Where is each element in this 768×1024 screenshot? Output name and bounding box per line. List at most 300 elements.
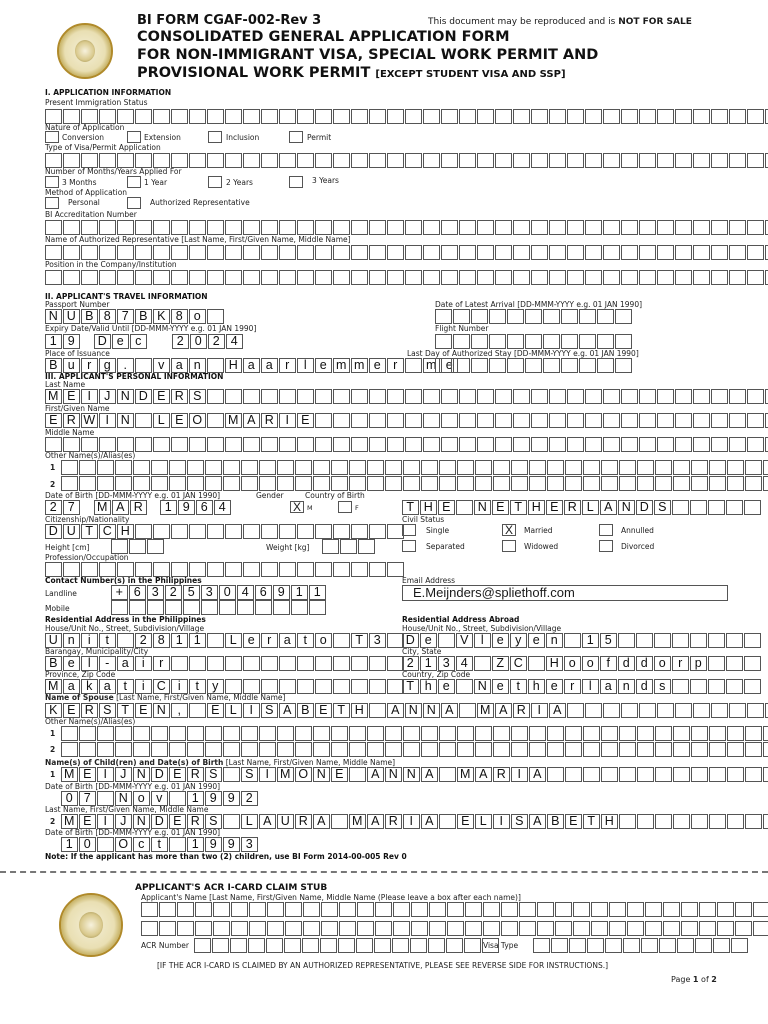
expiry-year-field[interactable] xyxy=(172,334,244,348)
char-box[interactable] xyxy=(583,742,600,757)
char-box[interactable]: v xyxy=(153,358,170,373)
char-box[interactable]: N xyxy=(403,767,420,782)
char-box[interactable] xyxy=(387,437,404,452)
char-box[interactable] xyxy=(573,921,590,936)
char-box[interactable] xyxy=(165,600,182,615)
char-box[interactable] xyxy=(243,562,260,577)
char-box[interactable] xyxy=(369,524,386,539)
char-box[interactable] xyxy=(243,524,260,539)
char-box[interactable] xyxy=(583,460,600,475)
char-box[interactable] xyxy=(387,389,404,404)
char-box[interactable] xyxy=(351,245,368,260)
char-box[interactable] xyxy=(726,679,743,694)
char-box[interactable] xyxy=(169,726,186,741)
char-box[interactable] xyxy=(621,413,638,428)
char-box[interactable]: N xyxy=(385,767,402,782)
char-box[interactable] xyxy=(333,153,350,168)
char-box[interactable]: T xyxy=(402,679,419,694)
char-box[interactable] xyxy=(475,460,492,475)
char-box[interactable] xyxy=(639,220,656,235)
char-box[interactable] xyxy=(567,245,584,260)
char-box[interactable]: I xyxy=(97,814,114,829)
char-box[interactable]: r xyxy=(279,358,296,373)
char-box[interactable] xyxy=(385,476,402,491)
char-box[interactable] xyxy=(641,938,658,953)
char-box[interactable] xyxy=(753,902,768,917)
char-box[interactable]: 1 xyxy=(45,334,62,349)
char-box[interactable] xyxy=(657,153,674,168)
char-box[interactable] xyxy=(375,902,392,917)
char-box[interactable] xyxy=(615,358,632,373)
char-box[interactable] xyxy=(529,742,546,757)
char-box[interactable] xyxy=(711,270,728,285)
char-box[interactable] xyxy=(691,767,708,782)
char-box[interactable] xyxy=(421,476,438,491)
char-box[interactable]: R xyxy=(171,389,188,404)
weight-field[interactable] xyxy=(322,539,376,553)
char-box[interactable] xyxy=(567,437,584,452)
char-box[interactable] xyxy=(225,437,242,452)
char-box[interactable]: B xyxy=(297,703,314,718)
char-box[interactable]: 9 xyxy=(178,500,195,515)
char-box[interactable] xyxy=(513,437,530,452)
char-box[interactable] xyxy=(475,476,492,491)
char-box[interactable] xyxy=(81,153,98,168)
char-box[interactable]: N xyxy=(423,703,440,718)
char-box[interactable] xyxy=(225,524,242,539)
personal-checkbox[interactable] xyxy=(45,197,59,209)
char-box[interactable] xyxy=(169,791,186,806)
char-box[interactable] xyxy=(585,270,602,285)
char-box[interactable] xyxy=(549,109,566,124)
char-box[interactable] xyxy=(393,921,410,936)
female-checkbox[interactable] xyxy=(338,501,352,513)
char-box[interactable] xyxy=(141,921,158,936)
char-box[interactable] xyxy=(249,921,266,936)
char-box[interactable]: E xyxy=(135,703,152,718)
char-box[interactable] xyxy=(525,358,542,373)
char-box[interactable] xyxy=(189,524,206,539)
char-box[interactable] xyxy=(727,460,744,475)
char-box[interactable]: A xyxy=(259,814,276,829)
char-box[interactable] xyxy=(223,476,240,491)
char-box[interactable]: o xyxy=(564,656,581,671)
char-box[interactable] xyxy=(99,245,116,260)
char-box[interactable]: g xyxy=(99,358,116,373)
char-box[interactable] xyxy=(513,153,530,168)
char-box[interactable]: t xyxy=(297,633,314,648)
char-box[interactable] xyxy=(673,814,690,829)
char-box[interactable] xyxy=(369,437,386,452)
char-box[interactable]: f xyxy=(600,656,617,671)
char-box[interactable]: a xyxy=(99,679,116,694)
char-box[interactable]: O xyxy=(295,767,312,782)
char-box[interactable]: E xyxy=(565,814,582,829)
char-box[interactable]: B xyxy=(45,656,62,671)
char-box[interactable] xyxy=(601,460,618,475)
char-box[interactable] xyxy=(693,220,710,235)
dob-month-field[interactable] xyxy=(94,500,148,514)
char-box[interactable]: e xyxy=(369,358,386,373)
char-box[interactable] xyxy=(117,245,134,260)
char-box[interactable]: S xyxy=(205,767,222,782)
char-box[interactable]: E xyxy=(457,814,474,829)
char-box[interactable] xyxy=(183,600,200,615)
char-box[interactable] xyxy=(79,726,96,741)
char-box[interactable] xyxy=(315,679,332,694)
char-box[interactable] xyxy=(115,476,132,491)
char-box[interactable] xyxy=(459,153,476,168)
char-box[interactable] xyxy=(464,938,481,953)
char-box[interactable] xyxy=(169,476,186,491)
char-box[interactable] xyxy=(459,220,476,235)
char-box[interactable] xyxy=(709,460,726,475)
char-box[interactable] xyxy=(639,437,656,452)
char-box[interactable] xyxy=(45,109,62,124)
landline-field[interactable] xyxy=(111,585,327,599)
char-box[interactable] xyxy=(358,539,375,554)
char-box[interactable] xyxy=(459,413,476,428)
char-box[interactable] xyxy=(657,413,674,428)
char-box[interactable] xyxy=(457,742,474,757)
char-box[interactable]: a xyxy=(261,358,278,373)
char-box[interactable]: p xyxy=(690,656,707,671)
char-box[interactable] xyxy=(387,109,404,124)
last-name-field[interactable] xyxy=(45,389,768,403)
char-box[interactable] xyxy=(673,476,690,491)
char-box[interactable] xyxy=(331,476,348,491)
char-box[interactable] xyxy=(115,726,132,741)
char-box[interactable]: A xyxy=(529,814,546,829)
char-box[interactable] xyxy=(657,270,674,285)
char-box[interactable] xyxy=(177,902,194,917)
char-box[interactable] xyxy=(763,814,768,829)
char-box[interactable] xyxy=(213,921,230,936)
char-box[interactable] xyxy=(691,476,708,491)
char-box[interactable] xyxy=(423,109,440,124)
char-box[interactable] xyxy=(387,413,404,428)
char-box[interactable] xyxy=(315,270,332,285)
char-box[interactable]: o xyxy=(654,656,671,671)
char-box[interactable] xyxy=(549,437,566,452)
char-box[interactable] xyxy=(225,220,242,235)
char-box[interactable] xyxy=(601,767,618,782)
char-box[interactable] xyxy=(45,562,62,577)
char-box[interactable] xyxy=(189,270,206,285)
char-box[interactable] xyxy=(579,358,596,373)
char-box[interactable] xyxy=(429,902,446,917)
char-box[interactable] xyxy=(677,938,694,953)
char-box[interactable] xyxy=(441,245,458,260)
char-box[interactable] xyxy=(153,270,170,285)
char-box[interactable]: E xyxy=(207,703,224,718)
char-box[interactable] xyxy=(322,539,339,554)
char-box[interactable] xyxy=(645,921,662,936)
char-box[interactable]: A xyxy=(112,500,129,515)
char-box[interactable] xyxy=(169,460,186,475)
char-box[interactable] xyxy=(405,245,422,260)
conversion-checkbox[interactable] xyxy=(45,131,59,143)
char-box[interactable] xyxy=(369,270,386,285)
char-box[interactable] xyxy=(267,921,284,936)
char-box[interactable] xyxy=(111,600,128,615)
char-box[interactable] xyxy=(189,153,206,168)
char-box[interactable]: 5 xyxy=(600,633,617,648)
char-box[interactable] xyxy=(385,726,402,741)
char-box[interactable]: D xyxy=(636,500,653,515)
char-box[interactable] xyxy=(693,245,710,260)
char-box[interactable] xyxy=(618,633,635,648)
char-box[interactable] xyxy=(135,245,152,260)
permit-checkbox[interactable] xyxy=(289,131,303,143)
char-box[interactable]: N xyxy=(474,500,491,515)
char-box[interactable]: M xyxy=(225,413,242,428)
char-box[interactable] xyxy=(477,389,494,404)
char-box[interactable] xyxy=(285,902,302,917)
char-box[interactable] xyxy=(699,902,716,917)
char-box[interactable]: E xyxy=(331,767,348,782)
char-box[interactable] xyxy=(333,220,350,235)
char-box[interactable] xyxy=(351,220,368,235)
char-box[interactable] xyxy=(729,413,746,428)
char-box[interactable]: a xyxy=(279,633,296,648)
char-box[interactable] xyxy=(135,220,152,235)
char-box[interactable]: 1 xyxy=(187,837,204,852)
char-box[interactable] xyxy=(61,476,78,491)
char-box[interactable] xyxy=(99,109,116,124)
char-box[interactable] xyxy=(717,902,734,917)
char-box[interactable] xyxy=(207,220,224,235)
char-box[interactable]: e xyxy=(315,358,332,373)
char-box[interactable] xyxy=(637,742,654,757)
char-box[interactable]: T xyxy=(402,500,419,515)
char-box[interactable] xyxy=(672,679,689,694)
char-box[interactable] xyxy=(279,656,296,671)
char-box[interactable] xyxy=(81,245,98,260)
single-checkbox[interactable] xyxy=(402,524,416,536)
char-box[interactable] xyxy=(135,358,152,373)
char-box[interactable] xyxy=(81,562,98,577)
char-box[interactable] xyxy=(477,109,494,124)
char-box[interactable]: B xyxy=(81,309,98,324)
char-box[interactable]: 1 xyxy=(160,500,177,515)
char-box[interactable]: e xyxy=(63,656,80,671)
char-box[interactable] xyxy=(117,270,134,285)
char-box[interactable]: r xyxy=(672,656,689,671)
char-box[interactable] xyxy=(369,389,386,404)
char-box[interactable] xyxy=(495,153,512,168)
char-box[interactable] xyxy=(225,109,242,124)
char-box[interactable] xyxy=(367,742,384,757)
char-box[interactable]: m xyxy=(423,358,440,373)
char-box[interactable] xyxy=(745,460,762,475)
char-box[interactable]: a xyxy=(243,358,260,373)
char-box[interactable] xyxy=(141,902,158,917)
char-box[interactable] xyxy=(601,726,618,741)
char-box[interactable] xyxy=(189,656,206,671)
char-box[interactable] xyxy=(171,656,188,671)
char-box[interactable] xyxy=(393,902,410,917)
char-box[interactable] xyxy=(531,245,548,260)
char-box[interactable] xyxy=(351,270,368,285)
char-box[interactable]: T xyxy=(583,814,600,829)
char-box[interactable]: R xyxy=(187,767,204,782)
char-box[interactable] xyxy=(295,726,312,741)
char-box[interactable] xyxy=(243,656,260,671)
char-box[interactable] xyxy=(619,476,636,491)
char-box[interactable]: A xyxy=(441,703,458,718)
char-box[interactable] xyxy=(117,109,134,124)
char-box[interactable] xyxy=(533,938,550,953)
char-box[interactable] xyxy=(351,656,368,671)
char-box[interactable] xyxy=(115,460,132,475)
char-box[interactable] xyxy=(438,633,455,648)
char-box[interactable]: J xyxy=(115,767,132,782)
char-box[interactable]: E xyxy=(45,413,62,428)
char-box[interactable] xyxy=(609,921,626,936)
char-box[interactable]: I xyxy=(259,767,276,782)
char-box[interactable]: e xyxy=(492,679,509,694)
char-box[interactable] xyxy=(207,309,224,324)
char-box[interactable]: r xyxy=(81,358,98,373)
char-box[interactable] xyxy=(279,109,296,124)
char-box[interactable] xyxy=(207,413,224,428)
char-box[interactable] xyxy=(153,220,170,235)
char-box[interactable] xyxy=(331,460,348,475)
char-box[interactable] xyxy=(763,726,768,741)
spouse-other-1-field[interactable] xyxy=(61,726,768,740)
char-box[interactable] xyxy=(745,476,762,491)
char-box[interactable] xyxy=(237,600,254,615)
char-box[interactable] xyxy=(261,656,278,671)
char-box[interactable]: T xyxy=(117,703,134,718)
char-box[interactable] xyxy=(511,460,528,475)
char-box[interactable]: L xyxy=(241,814,258,829)
char-box[interactable] xyxy=(117,437,134,452)
char-box[interactable] xyxy=(249,902,266,917)
char-box[interactable] xyxy=(709,742,726,757)
spouse-other-2-field[interactable] xyxy=(61,742,768,756)
char-box[interactable]: 9 xyxy=(205,837,222,852)
char-box[interactable] xyxy=(81,437,98,452)
char-box[interactable] xyxy=(555,921,572,936)
child-1-name-field[interactable] xyxy=(61,767,768,781)
char-box[interactable] xyxy=(729,389,746,404)
char-box[interactable] xyxy=(315,245,332,260)
char-box[interactable] xyxy=(621,109,638,124)
char-box[interactable] xyxy=(99,220,116,235)
char-box[interactable] xyxy=(475,742,492,757)
char-box[interactable] xyxy=(405,109,422,124)
char-box[interactable] xyxy=(423,389,440,404)
flight-field[interactable] xyxy=(435,334,633,348)
char-box[interactable] xyxy=(619,814,636,829)
char-box[interactable]: 6 xyxy=(255,585,272,600)
char-box[interactable]: E xyxy=(63,703,80,718)
char-box[interactable] xyxy=(97,726,114,741)
char-box[interactable] xyxy=(603,437,620,452)
char-box[interactable]: D xyxy=(151,814,168,829)
char-box[interactable] xyxy=(457,476,474,491)
char-box[interactable]: m xyxy=(351,358,368,373)
char-box[interactable]: N xyxy=(618,500,635,515)
char-box[interactable] xyxy=(385,460,402,475)
char-box[interactable]: C xyxy=(99,524,116,539)
char-box[interactable] xyxy=(357,921,374,936)
char-box[interactable] xyxy=(639,109,656,124)
char-box[interactable] xyxy=(63,270,80,285)
char-box[interactable] xyxy=(261,270,278,285)
char-box[interactable]: W xyxy=(81,413,98,428)
char-box[interactable] xyxy=(585,437,602,452)
char-box[interactable] xyxy=(340,539,357,554)
char-box[interactable] xyxy=(231,902,248,917)
char-box[interactable] xyxy=(277,476,294,491)
char-box[interactable]: 9 xyxy=(63,334,80,349)
char-box[interactable] xyxy=(313,742,330,757)
char-box[interactable]: 8 xyxy=(171,309,188,324)
char-box[interactable] xyxy=(405,413,422,428)
char-box[interactable]: 9 xyxy=(223,791,240,806)
char-box[interactable]: o xyxy=(189,309,206,324)
char-box[interactable] xyxy=(744,633,761,648)
char-box[interactable] xyxy=(747,270,764,285)
char-box[interactable] xyxy=(223,460,240,475)
char-box[interactable] xyxy=(435,309,452,324)
char-box[interactable] xyxy=(428,938,445,953)
char-box[interactable] xyxy=(205,742,222,757)
char-box[interactable] xyxy=(601,742,618,757)
other-name-2-field[interactable] xyxy=(61,476,768,490)
char-box[interactable] xyxy=(753,921,768,936)
char-box[interactable] xyxy=(708,656,725,671)
char-box[interactable] xyxy=(97,791,114,806)
char-box[interactable]: A xyxy=(421,814,438,829)
char-box[interactable] xyxy=(471,334,488,349)
char-box[interactable]: M xyxy=(45,679,62,694)
char-box[interactable]: 1 xyxy=(420,656,437,671)
char-box[interactable]: H xyxy=(117,524,134,539)
char-box[interactable] xyxy=(212,938,229,953)
char-box[interactable] xyxy=(339,921,356,936)
dob-day-field[interactable] xyxy=(45,500,81,514)
char-box[interactable]: M xyxy=(45,389,62,404)
char-box[interactable]: K xyxy=(153,309,170,324)
char-box[interactable] xyxy=(285,921,302,936)
char-box[interactable] xyxy=(171,153,188,168)
char-box[interactable] xyxy=(673,767,690,782)
char-box[interactable] xyxy=(511,742,528,757)
char-box[interactable] xyxy=(315,437,332,452)
char-box[interactable] xyxy=(369,703,386,718)
char-box[interactable] xyxy=(547,726,564,741)
char-box[interactable] xyxy=(405,153,422,168)
char-box[interactable] xyxy=(744,500,761,515)
char-box[interactable] xyxy=(585,245,602,260)
char-box[interactable]: A xyxy=(421,767,438,782)
char-box[interactable] xyxy=(61,726,78,741)
char-box[interactable]: 0 xyxy=(79,837,96,852)
divorced-checkbox[interactable] xyxy=(599,540,613,552)
char-box[interactable] xyxy=(279,679,296,694)
char-box[interactable] xyxy=(351,437,368,452)
char-box[interactable]: E xyxy=(297,413,314,428)
char-box[interactable]: E xyxy=(546,500,563,515)
char-box[interactable] xyxy=(135,437,152,452)
char-box[interactable] xyxy=(747,437,764,452)
char-box[interactable] xyxy=(189,220,206,235)
char-box[interactable] xyxy=(681,921,698,936)
